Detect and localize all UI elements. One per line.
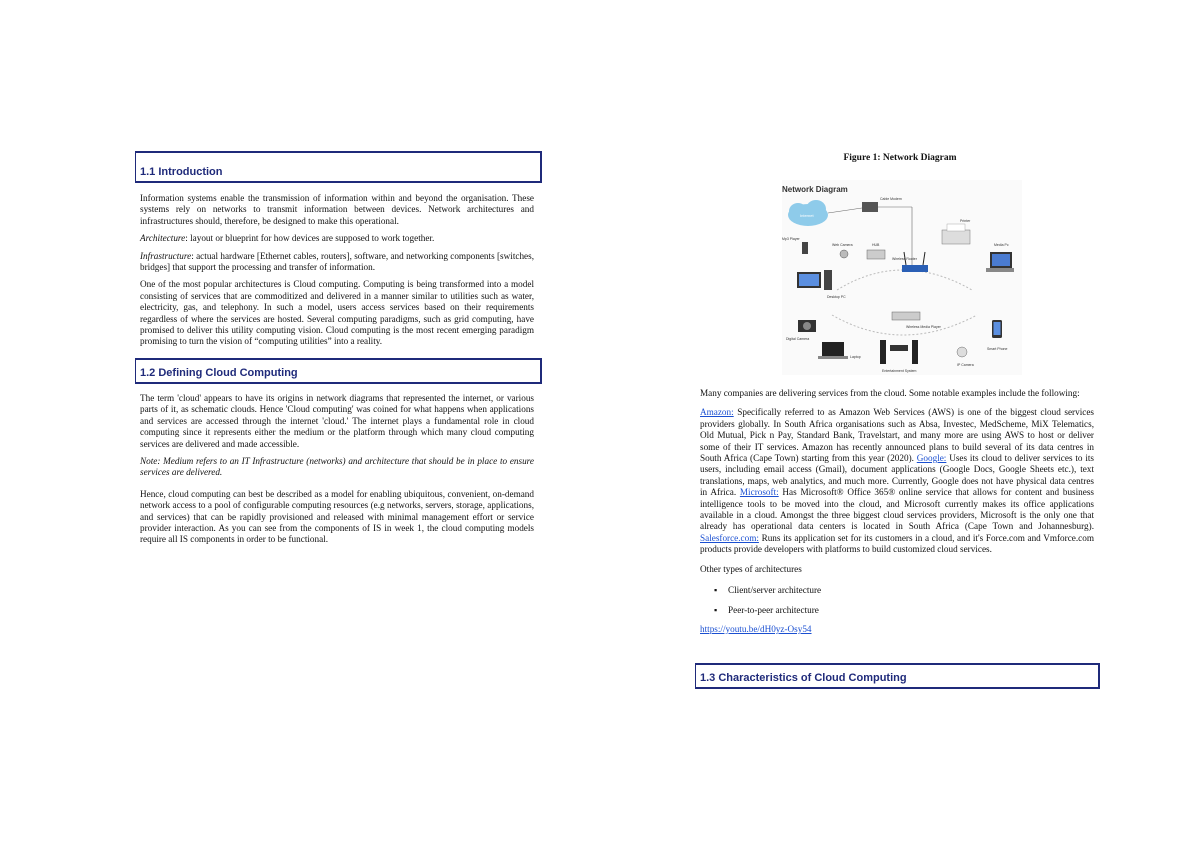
note: Note: Medium refers to an IT Infrastructure (networks) and architecture that should be in place to ensure services are delivered.	[140, 456, 534, 478]
heading-text: 1.3 Characteristics of Cloud Computing	[700, 672, 907, 684]
section-heading-introduction	[135, 151, 542, 183]
figure-caption: Figure 1: Network Diagram	[843, 153, 957, 163]
term: Infrastructure	[140, 250, 192, 261]
svg-text:Smart Phone: Smart Phone	[987, 347, 1008, 351]
svg-text:Digital Camera: Digital Camera	[786, 337, 810, 341]
paragraph: The term 'cloud' appears to have its origins in network diagrams that represented the internet, or various parts of it, as schematic clouds. Hence 'Cloud computing' was coined for what happens when applications and services are accessed through the internet 'cloud.' The internet plays a fundamental role in cloud computing since it represents either the medium or the platform through which many cloud computing services are delivered and made accessible.	[140, 393, 534, 449]
paragraph: Hence, cloud computing can best be described as a model for enabling ubiquitous, convenient, on-demand network access to a pool of configurable computing resources (e.g networks, servers, storage, applications, and services) that can be rapidly provisioned and released with minimal management effort or service provider interaction. As you can see from the components of IS in week 1, the cloud computing models require all IS components in order to be functional.	[140, 488, 534, 545]
svg-text:Entertainment System: Entertainment System	[882, 369, 917, 373]
youtube-link[interactable]: https://youtu.be/dH0yz-Osy54	[700, 623, 812, 634]
definition: : actual hardware [Ethernet cables, routers], software, and networking components [switches, bridges] that support the processing and transfer of information.	[140, 250, 534, 273]
diagram-title: Network Diagram	[782, 185, 848, 194]
paragraph: One of the most popular architectures is Cloud computing. Computing is being transformed into a model consisting of services that are commoditized and delivered in a manner similar to utilities such as water, electricity, gas, and telephony. In such a model, users access services based on their requirements regardless of where the services are hosted. Several computing paradigms, such as grid computing, have promised to deliver this utility computing vision. Cloud computing is the most recent emerging paradigm promising to turn the vision of “computing utilities” into a reality.	[140, 279, 534, 347]
network-diagram-image	[782, 180, 1022, 375]
svg-text:Wireless Media Player: Wireless Media Player	[906, 325, 941, 329]
amazon-link[interactable]: Amazon:	[700, 407, 734, 418]
svg-text:Cable Modem: Cable Modem	[880, 197, 902, 201]
svg-text:Media Pc: Media Pc	[994, 243, 1009, 247]
microsoft-link[interactable]: Microsoft:	[739, 487, 779, 498]
amazon-description: Specifically referred to as Amazon Web Services (AWS) is one of the biggest cloud services providers globally. In South Africa organisations such as Absa, Investec, MedScheme, MiX Telematics, Old Mutual, Pick n Pay, Standard Bank, Travelstart, and many more are using AWS to host or deliver some of their IT services. Amazon has recently announced plans to build several of its data centres in South Africa (Cape Town) starting from this year (2020).	[700, 407, 1094, 464]
defining-body	[140, 393, 534, 552]
list-item: ▪ Peer-to-peer architecture	[700, 605, 1094, 616]
svg-text:HUB: HUB	[872, 243, 880, 247]
section-heading-defining-cloud	[135, 358, 542, 384]
examples-body	[700, 388, 1094, 635]
infrastructure-definition	[140, 251, 534, 274]
svg-text:Mp3 Player: Mp3 Player	[782, 237, 800, 241]
architecture-list	[700, 585, 1094, 616]
term: Architecture	[140, 233, 186, 244]
svg-text:Internet: Internet	[800, 213, 814, 218]
salesforce-link[interactable]: Salesforce.com:	[700, 532, 759, 543]
svg-text:Desktop PC: Desktop PC	[827, 295, 846, 299]
google-description: Uses its cloud to deliver services to its users, including email access (Gmail), document applications (Google Docs, Google Sheets etc.), text translations, maps, web analytics, and much more. Currently, Google does not have physical data centres in Africa.	[700, 453, 1095, 498]
internet-cloud-icon	[788, 200, 828, 226]
heading-text: 1.1 Introduction	[140, 166, 223, 178]
microsoft-description: Has Microsoft® Office 365® online service that allows for content and business intelligence tools to be moved into the cloud, and Microsoft currently makes its office applications available in a cloud. Amongst the three biggest cloud services providers, Microsoft is the only one that already has operational data centers is located in South Africa (Cape Town and Johannesburg).	[700, 487, 1095, 532]
svg-text:Wireless Router: Wireless Router	[892, 257, 917, 261]
other-architectures-label: Other types of architectures	[700, 563, 802, 574]
examples-list	[700, 407, 1094, 555]
svg-text:Printer: Printer	[960, 219, 971, 223]
right-page	[600, 0, 1200, 848]
svg-text:Laptop: Laptop	[850, 355, 861, 359]
architecture-definition	[140, 233, 534, 244]
paragraph: Information systems enable the transmission of information within and beyond the organisation. These systems rely on networks to transmit information between devices. Network architectures and infrastructures should, therefore, be designed to make this operational.	[140, 193, 534, 226]
svg-text:Web Camera: Web Camera	[832, 243, 853, 247]
svg-text:IP Camera: IP Camera	[957, 363, 974, 367]
section-heading-characteristics	[695, 663, 1100, 689]
google-link[interactable]: Google:	[916, 453, 947, 464]
heading-text: 1.2 Defining Cloud Computing	[140, 367, 298, 379]
introduction-body	[140, 193, 534, 354]
definition: : layout or blueprint for how devices are supposed to work together.	[185, 233, 435, 244]
salesforce-description: Runs its application set for its customers in a cloud, and it's Force.com and Vmforce.com products provide developers with platforms to build customized cloud services.	[700, 532, 1094, 555]
paragraph: Many companies are delivering services from the cloud. Some notable examples include the following:	[700, 388, 1080, 398]
list-item: ▪ Client/server architecture	[700, 585, 1094, 596]
